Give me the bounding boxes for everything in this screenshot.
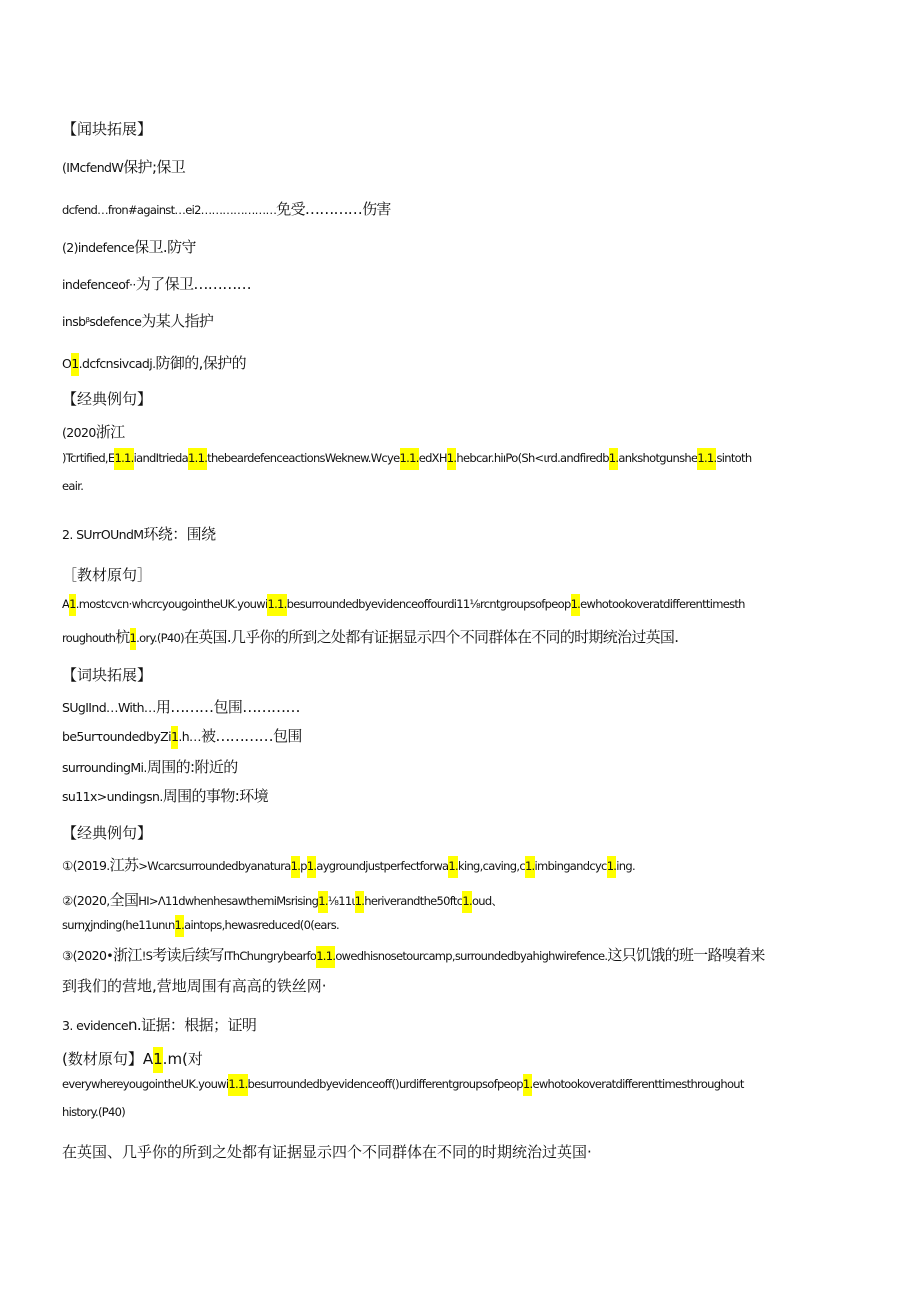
surround-phrase-2 bbox=[62, 729, 302, 744]
text-segment: dcfend…fron#against…ei2………………… bbox=[62, 203, 277, 217]
highlight-mark: 1. bbox=[571, 594, 581, 616]
text-segment: 周围的:附近的 bbox=[146, 758, 238, 776]
text-segment: 【经典例句】 bbox=[62, 824, 153, 842]
text-segment: 为了保卫………… bbox=[135, 275, 251, 293]
text-segment: A bbox=[62, 597, 70, 611]
example-2020-zhejiang-cont bbox=[62, 979, 327, 994]
text-segment: owedhisnosetourcamp,surroundedbyahighwirefence. bbox=[335, 949, 608, 963]
highlight-mark: 1. bbox=[175, 915, 185, 937]
text-segment: 【词块拓展】 bbox=[62, 666, 153, 684]
highlight-mark: 1. bbox=[523, 1074, 533, 1096]
highlight-mark: 1. bbox=[291, 856, 301, 878]
highlight-mark: 1.1. bbox=[228, 1074, 247, 1096]
text-segment: everywhereyougointheUK.youwi bbox=[62, 1077, 229, 1091]
text-segment: sintoth bbox=[716, 451, 752, 465]
text-segment: )Tcrtified,E bbox=[62, 451, 115, 465]
textbook-sentence-2-cont bbox=[62, 1107, 125, 1119]
text-segment: .dcfcnsivcadj. bbox=[78, 356, 156, 371]
text-segment: HI>Λ11dwhenhesawthemiMsrising bbox=[138, 894, 319, 908]
text-segment: ③(2020• bbox=[62, 948, 114, 963]
heading-classic-example-2 bbox=[62, 826, 152, 841]
highlight-mark: 1. bbox=[448, 856, 458, 878]
text-segment: (2020 bbox=[62, 425, 96, 440]
text-segment: .m(对 bbox=[162, 1050, 203, 1068]
highlight-mark: 1.1. bbox=[316, 946, 335, 968]
defence-meaning bbox=[62, 240, 196, 255]
text-segment: indefenceof·· bbox=[62, 277, 136, 292]
highlight-mark: 1. bbox=[607, 856, 617, 878]
defend-meaning bbox=[62, 160, 185, 175]
text-segment: thebeardefenceactionsWeknew.Wcye bbox=[207, 451, 400, 465]
text-segment: ①(2019. bbox=[62, 858, 110, 873]
text-segment: 为某人指护 bbox=[141, 312, 214, 330]
heading-word-expansion-2 bbox=[62, 668, 152, 683]
text-segment: ［教材原句］ bbox=[62, 566, 153, 584]
text-segment: 杭 bbox=[115, 628, 130, 646]
text-segment: ᵝ bbox=[85, 315, 90, 329]
text-segment: 到我们的营地,营地周围有高高的铁丝网· bbox=[62, 977, 327, 995]
text-segment: ⅛11ι bbox=[327, 894, 355, 908]
text-segment: ewhotookoveratdifferenttimesthroughout bbox=[532, 1077, 744, 1091]
textbook-translation-2 bbox=[62, 1145, 592, 1160]
highlight-mark: 1. bbox=[355, 891, 365, 913]
text-segment: .mostcvcn·whcrcyougointheUK.youwi bbox=[75, 597, 268, 611]
text-segment: 全国 bbox=[109, 891, 139, 909]
text-segment: aintops,hewasreduced(0(ears. bbox=[184, 918, 339, 932]
text-segment: 周围的事物:环境 bbox=[162, 787, 268, 805]
text-segment: su11x>undingsn. bbox=[62, 789, 163, 804]
example-2020-national bbox=[62, 893, 502, 908]
text-segment: 这只饥饿的班一路嗅着来 bbox=[607, 946, 765, 964]
heading-word-expansion-1 bbox=[62, 122, 152, 137]
heading-textbook-2 bbox=[62, 1052, 203, 1067]
text-segment: 【经典例句】 bbox=[62, 390, 153, 408]
text-segment: ②(2020, bbox=[62, 893, 110, 908]
text-segment: ing. bbox=[616, 859, 635, 873]
highlight-mark: 1. bbox=[447, 448, 457, 470]
highlight-mark: 1. bbox=[525, 856, 535, 878]
highlight-mark: 1.1. bbox=[400, 448, 419, 470]
text-segment: (数材原句】 bbox=[62, 1050, 143, 1068]
text-segment: 用………包围………… bbox=[155, 698, 300, 716]
highlight-mark: 1.1. bbox=[188, 448, 207, 470]
example-2020-national-cont bbox=[62, 920, 339, 932]
text-segment: 保卫.防守 bbox=[134, 238, 196, 256]
example-sentence-1 bbox=[62, 453, 751, 465]
textbook-sentence-1-cont bbox=[62, 630, 678, 645]
highlight-mark: 1.1. bbox=[114, 448, 133, 470]
text-segment: n. bbox=[127, 1016, 142, 1034]
text-segment: roughouth bbox=[62, 631, 116, 645]
defensive-meaning bbox=[62, 356, 246, 371]
text-segment: edXH bbox=[418, 451, 447, 465]
text-segment: insb bbox=[62, 314, 86, 329]
text-segment: 被…………包围 bbox=[200, 727, 302, 745]
highlight-mark: 1.1. bbox=[267, 594, 286, 616]
highlight-mark: 1.1. bbox=[697, 448, 716, 470]
item-2-surround bbox=[62, 527, 216, 542]
surroundings-noun bbox=[62, 789, 268, 804]
text-segment: 在英国、几乎你的所到之处都有证据显示四个不同群体在不同的时期统治过英国· bbox=[62, 1143, 592, 1161]
text-segment: besurroundedbyevidenceoffourdi11⅛rcntgroupsofpeop bbox=[286, 597, 571, 611]
example-source-1 bbox=[62, 425, 125, 440]
textbook-sentence-2 bbox=[62, 1079, 744, 1091]
text-segment: !S bbox=[141, 949, 153, 963]
text-segment: (IMcfendW bbox=[62, 160, 124, 175]
text-segment: imbingandcyc bbox=[534, 859, 607, 873]
text-segment: iandItrieda bbox=[133, 451, 188, 465]
text-segment: 保护;保卫 bbox=[123, 158, 186, 176]
highlight-mark: 1 bbox=[71, 353, 78, 376]
text-segment: 江苏 bbox=[109, 856, 139, 874]
text-segment: .h… bbox=[178, 729, 201, 744]
example-2019-jiangsu bbox=[62, 858, 635, 873]
text-segment: besurroundedbyevidenceoff()urdifferentgroupsofpeop bbox=[247, 1077, 523, 1091]
text-segment: heriverandthe50ftc bbox=[364, 894, 463, 908]
example-sentence-1-cont bbox=[62, 481, 83, 493]
highlight-mark: 1. bbox=[462, 891, 472, 913]
text-segment: surnχjnding(he11unιn bbox=[62, 918, 175, 932]
text-segment: hebcar.hiıPo(Sh<ιrd.andfiredb bbox=[456, 451, 609, 465]
text-segment: .ory.(P40) bbox=[136, 631, 184, 645]
text-segment: ankshotgunshe bbox=[618, 451, 698, 465]
text-segment: 【闻块拓展】 bbox=[62, 120, 153, 138]
text-segment: ewhotookoveratdifferenttimesth bbox=[580, 597, 745, 611]
text-segment: 3. evidence bbox=[62, 1018, 128, 1033]
defence-phrase-1 bbox=[62, 277, 251, 292]
text-segment: 浙江 bbox=[113, 946, 142, 964]
text-segment: 2. SUrrOUndM bbox=[62, 527, 144, 542]
text-segment: 免受…………伤害 bbox=[276, 200, 391, 218]
heading-textbook-1 bbox=[62, 568, 152, 583]
item-3-evidence bbox=[62, 1018, 256, 1033]
text-segment: SUgIInd…With… bbox=[62, 700, 156, 715]
text-segment: (2)indefence bbox=[62, 240, 135, 255]
text-segment: aygroundjustperfectforwa bbox=[316, 859, 449, 873]
text-segment: O bbox=[62, 356, 72, 371]
text-segment: king,caving,c bbox=[458, 859, 525, 873]
text-segment: be5urτoundedbyZi bbox=[62, 729, 171, 744]
text-segment: 考读后续写 bbox=[152, 946, 224, 964]
text-segment: 防御的,保护的 bbox=[155, 354, 247, 372]
text-segment: >Wcarcsurroundedbyanatura bbox=[138, 859, 291, 873]
highlight-mark: 1. bbox=[609, 448, 619, 470]
textbook-sentence-1 bbox=[62, 599, 745, 611]
highlight-mark: 1 bbox=[171, 726, 178, 749]
text-segment: history.(P40) bbox=[62, 1105, 126, 1119]
highlight-mark: 1. bbox=[318, 891, 328, 913]
surround-phrase-1 bbox=[62, 700, 300, 715]
text-segment: sdefence bbox=[89, 314, 142, 329]
text-segment: IThChungrybearfo bbox=[223, 949, 317, 963]
defend-phrase bbox=[62, 202, 391, 217]
surrounding-adj bbox=[62, 760, 238, 775]
highlight-mark: 1. bbox=[307, 856, 317, 878]
text-segment: oud、 bbox=[471, 894, 503, 908]
highlight-mark: 1 bbox=[69, 594, 76, 616]
defence-phrase-2 bbox=[62, 314, 213, 329]
text-segment: 证据：根据；证明 bbox=[141, 1016, 257, 1034]
text-segment: 在英国.几乎你的所到之处都有证据显示四个不同群体在不同的时期统治过英国. bbox=[183, 628, 679, 646]
example-2020-zhejiang bbox=[62, 948, 765, 963]
text-segment: eair. bbox=[62, 479, 84, 493]
highlight-mark: 1 bbox=[153, 1047, 163, 1073]
heading-classic-example-1 bbox=[62, 392, 152, 407]
highlight-mark: 1 bbox=[130, 628, 137, 650]
text-segment: 浙江 bbox=[95, 423, 125, 441]
text-segment: surroundingMi. bbox=[62, 760, 147, 775]
text-segment: p bbox=[300, 859, 307, 873]
text-segment: 环绕：围绕 bbox=[143, 525, 216, 543]
text-segment: A bbox=[142, 1050, 154, 1068]
